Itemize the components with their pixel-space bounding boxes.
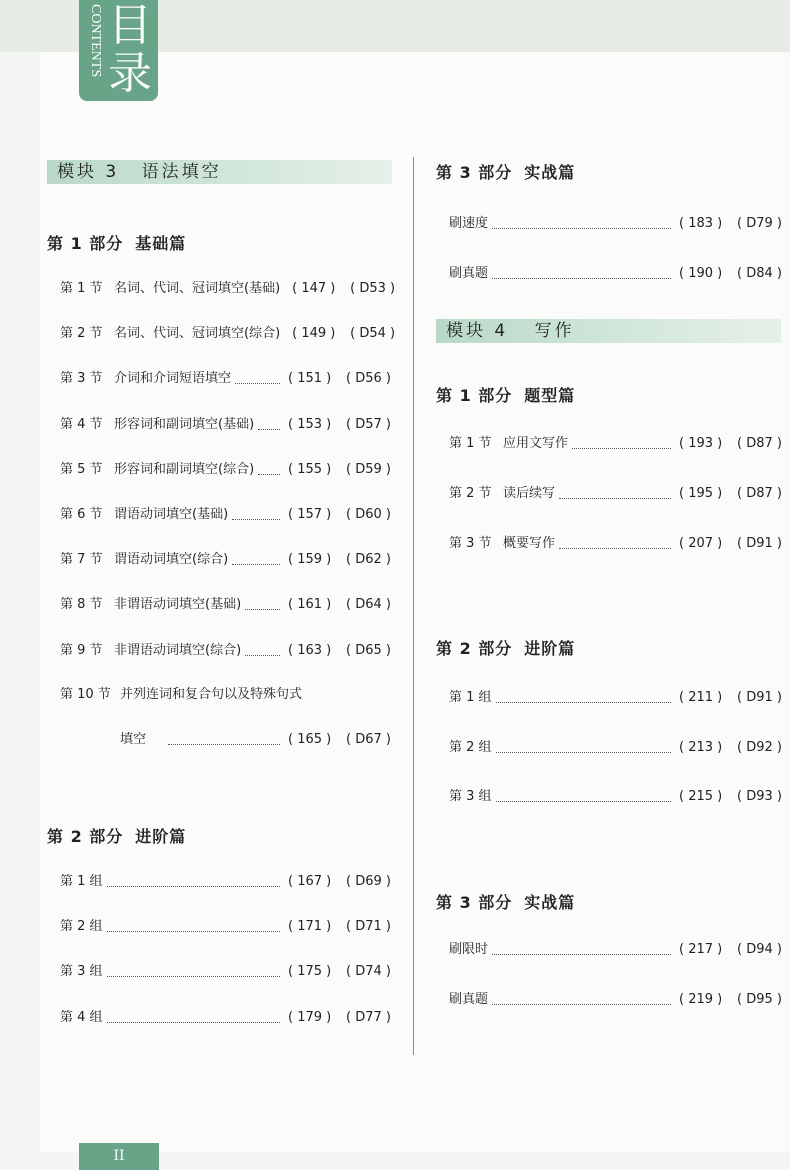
page-number: ( 151 ) bbox=[288, 371, 332, 387]
part-title: 实战篇 bbox=[524, 893, 576, 912]
toc-entry[interactable] bbox=[449, 265, 781, 283]
module-label: 模块 4 bbox=[446, 321, 509, 341]
dot-leader bbox=[107, 877, 280, 887]
page-number: ( 213 ) bbox=[679, 739, 723, 755]
part-label: 第 1 部分 bbox=[47, 234, 124, 253]
dot-leader bbox=[559, 539, 671, 549]
dot-leader bbox=[107, 967, 280, 977]
section-number: 第 8 节 bbox=[60, 597, 103, 613]
part-label: 第 3 部分 bbox=[436, 163, 513, 182]
toc-entry[interactable] bbox=[60, 686, 390, 704]
answer-page: ( D92 ) bbox=[737, 739, 782, 755]
part-label: 第 3 部分 bbox=[436, 893, 513, 912]
page-number: ( 165 ) bbox=[288, 732, 332, 747]
toc-entry[interactable] bbox=[449, 435, 781, 453]
toc-entry[interactable] bbox=[60, 551, 390, 569]
page-number: ( 217 ) bbox=[679, 942, 723, 957]
toc-entry[interactable] bbox=[60, 642, 390, 660]
section-number: 第 5 节 bbox=[60, 461, 103, 477]
section-title: 形容词和副词填空(基础) bbox=[114, 416, 255, 432]
answer-page: ( D56 ) bbox=[346, 371, 391, 387]
section-title: 第 4 组 bbox=[60, 1009, 103, 1025]
section-number: 第 2 节 bbox=[449, 486, 492, 501]
toc-entry[interactable] bbox=[449, 485, 781, 503]
section-title: 谓语动词填空(综合) bbox=[114, 552, 229, 568]
dot-leader bbox=[492, 269, 671, 279]
part-title: 基础篇 bbox=[135, 234, 187, 253]
page-number: ( 190 ) bbox=[679, 266, 723, 281]
module-label: 模块 3 bbox=[57, 162, 120, 182]
section-number: 第 7 节 bbox=[60, 552, 103, 568]
toc-entry[interactable] bbox=[60, 918, 390, 936]
page-number: ( 159 ) bbox=[288, 552, 332, 568]
module-title: 语法填空 bbox=[141, 162, 222, 182]
page-number: ( 163 ) bbox=[288, 642, 332, 658]
section-number: 第 3 节 bbox=[60, 371, 103, 387]
answer-page: ( D62 ) bbox=[346, 552, 391, 568]
section-title: 刷真题 bbox=[449, 266, 489, 281]
answer-page: ( D71 ) bbox=[346, 919, 391, 935]
column-divider bbox=[413, 157, 414, 1055]
section-title: 读后续写 bbox=[503, 486, 556, 501]
toc-entry[interactable] bbox=[449, 689, 781, 707]
module-4-bar bbox=[436, 319, 781, 343]
answer-page: ( D87 ) bbox=[737, 486, 782, 501]
dot-leader bbox=[258, 465, 280, 475]
toc-entry[interactable] bbox=[60, 325, 396, 343]
section-title: 谓语动词填空(基础) bbox=[114, 507, 229, 522]
section-number: 第 1 节 bbox=[449, 436, 492, 451]
section-number: 第 1 节 bbox=[60, 281, 103, 296]
section-title: 非谓语动词填空(基础) bbox=[114, 597, 242, 613]
part-heading bbox=[47, 824, 186, 847]
answer-page: ( D54 ) bbox=[350, 326, 396, 342]
toc-entry[interactable] bbox=[60, 963, 390, 981]
part-heading bbox=[436, 890, 575, 913]
section-title: 第 3 组 bbox=[60, 964, 103, 980]
part-title: 进阶篇 bbox=[524, 639, 576, 658]
page-number: ( 155 ) bbox=[288, 461, 332, 477]
contents-title-box bbox=[79, 0, 158, 101]
page-number: ( 207 ) bbox=[679, 536, 723, 551]
page-number: ( 157 ) bbox=[288, 507, 332, 522]
dot-leader bbox=[496, 792, 671, 802]
page-number: ( 215 ) bbox=[679, 789, 723, 804]
section-number: 第 4 节 bbox=[60, 416, 103, 432]
answer-page: ( D65 ) bbox=[346, 642, 391, 658]
page-number: ( 211 ) bbox=[679, 690, 723, 705]
page-number-footer: II bbox=[79, 1143, 159, 1170]
part-heading bbox=[47, 231, 186, 254]
toc-entry-continued[interactable] bbox=[120, 731, 390, 749]
part-heading bbox=[436, 160, 575, 183]
dot-leader bbox=[496, 693, 671, 703]
toc-entry[interactable] bbox=[60, 506, 390, 524]
answer-page: ( D53 ) bbox=[350, 281, 396, 296]
toc-entry[interactable] bbox=[60, 1009, 390, 1027]
dot-leader bbox=[245, 646, 280, 656]
toc-entry[interactable] bbox=[449, 739, 781, 757]
toc-entry[interactable] bbox=[60, 416, 390, 434]
section-title: 介词和介词短语填空 bbox=[114, 371, 232, 387]
dot-leader bbox=[492, 995, 671, 1005]
section-title: 名词、代词、冠词填空(综合) bbox=[114, 326, 281, 342]
page-number: ( 149 ) bbox=[292, 326, 336, 342]
toc-entry[interactable] bbox=[449, 535, 781, 553]
toc-entry[interactable] bbox=[449, 991, 781, 1009]
page-number: ( 171 ) bbox=[288, 919, 332, 935]
answer-page: ( D59 ) bbox=[346, 461, 391, 477]
toc-entry[interactable] bbox=[60, 370, 390, 388]
dot-leader bbox=[232, 555, 280, 565]
section-title: 应用文写作 bbox=[503, 436, 569, 451]
section-title: 第 2 组 bbox=[449, 739, 492, 755]
page-number: ( 147 ) bbox=[292, 281, 336, 296]
answer-page: ( D95 ) bbox=[737, 992, 782, 1007]
section-title-continued: 填空 bbox=[120, 732, 147, 747]
toc-entry[interactable] bbox=[449, 941, 781, 959]
part-label: 第 1 部分 bbox=[436, 386, 513, 405]
section-number: 第 6 节 bbox=[60, 507, 103, 522]
toc-entry[interactable] bbox=[449, 215, 781, 233]
section-title: 刷限时 bbox=[449, 942, 489, 957]
answer-page: ( D69 ) bbox=[346, 874, 391, 889]
dot-leader bbox=[245, 600, 280, 610]
page-number: ( 153 ) bbox=[288, 416, 332, 432]
answer-page: ( D77 ) bbox=[346, 1009, 391, 1025]
answer-page: ( D79 ) bbox=[737, 216, 782, 231]
page-number: ( 193 ) bbox=[679, 436, 723, 451]
section-title: 第 2 组 bbox=[60, 919, 103, 935]
section-number: 第 3 节 bbox=[449, 536, 492, 551]
answer-page: ( D60 ) bbox=[346, 507, 391, 522]
dot-leader bbox=[235, 374, 280, 384]
part-title: 进阶篇 bbox=[135, 827, 187, 846]
section-title: 第 1 组 bbox=[449, 690, 492, 705]
section-title: 形容词和副词填空(综合) bbox=[114, 461, 255, 477]
dot-leader bbox=[107, 922, 280, 932]
toc-entry[interactable] bbox=[449, 788, 781, 806]
dot-leader bbox=[492, 945, 671, 955]
toc-entry[interactable] bbox=[60, 596, 390, 614]
page-number: ( 167 ) bbox=[288, 874, 332, 889]
title-chinese: 目录 bbox=[108, 0, 152, 99]
page-number: ( 175 ) bbox=[288, 964, 332, 980]
module-title: 写作 bbox=[534, 321, 575, 341]
answer-page: ( D91 ) bbox=[737, 690, 782, 705]
answer-page: ( D67 ) bbox=[346, 732, 391, 747]
section-number: 第 9 节 bbox=[60, 642, 103, 658]
dot-leader bbox=[232, 510, 280, 520]
section-title: 刷真题 bbox=[449, 992, 489, 1007]
section-title: 非谓语动词填空(综合) bbox=[114, 642, 242, 658]
module-3-bar bbox=[47, 160, 392, 184]
section-number: 第 10 节 bbox=[60, 687, 111, 702]
answer-page: ( D87 ) bbox=[737, 436, 782, 451]
answer-page: ( D93 ) bbox=[737, 789, 782, 804]
title-english: CONTENTS bbox=[88, 4, 103, 78]
section-title: 名词、代词、冠词填空(基础) bbox=[114, 281, 281, 296]
part-title: 实战篇 bbox=[524, 163, 576, 182]
part-label: 第 2 部分 bbox=[47, 827, 124, 846]
answer-page: ( D91 ) bbox=[737, 536, 782, 551]
page-number: ( 219 ) bbox=[679, 992, 723, 1007]
dot-leader bbox=[258, 420, 280, 430]
part-label: 第 2 部分 bbox=[436, 639, 513, 658]
answer-page: ( D64 ) bbox=[346, 597, 391, 613]
dot-leader bbox=[168, 735, 280, 745]
section-title: 刷速度 bbox=[449, 216, 489, 231]
section-title: 概要写作 bbox=[503, 536, 556, 551]
page-number: ( 161 ) bbox=[288, 597, 332, 613]
answer-page: ( D57 ) bbox=[346, 416, 391, 432]
toc-entry[interactable] bbox=[60, 873, 390, 891]
part-title: 题型篇 bbox=[524, 386, 576, 405]
dot-leader bbox=[559, 489, 671, 499]
answer-page: ( D94 ) bbox=[737, 942, 782, 957]
dot-leader bbox=[572, 439, 671, 449]
section-title: 第 3 组 bbox=[449, 789, 492, 804]
section-title: 并列连词和复合句以及特殊句式 bbox=[120, 687, 303, 702]
page-number: ( 179 ) bbox=[288, 1009, 332, 1025]
toc-entry[interactable] bbox=[60, 280, 396, 298]
dot-leader bbox=[107, 1013, 280, 1023]
toc-entry[interactable] bbox=[60, 461, 390, 479]
dot-leader bbox=[496, 743, 671, 753]
answer-page: ( D74 ) bbox=[346, 964, 391, 980]
part-heading bbox=[436, 636, 575, 659]
page-number: ( 195 ) bbox=[679, 486, 723, 501]
answer-page: ( D84 ) bbox=[737, 266, 782, 281]
section-title: 第 1 组 bbox=[60, 874, 103, 889]
part-heading bbox=[436, 383, 575, 406]
dot-leader bbox=[492, 219, 671, 229]
page-number: ( 183 ) bbox=[679, 216, 723, 231]
section-number: 第 2 节 bbox=[60, 326, 103, 342]
